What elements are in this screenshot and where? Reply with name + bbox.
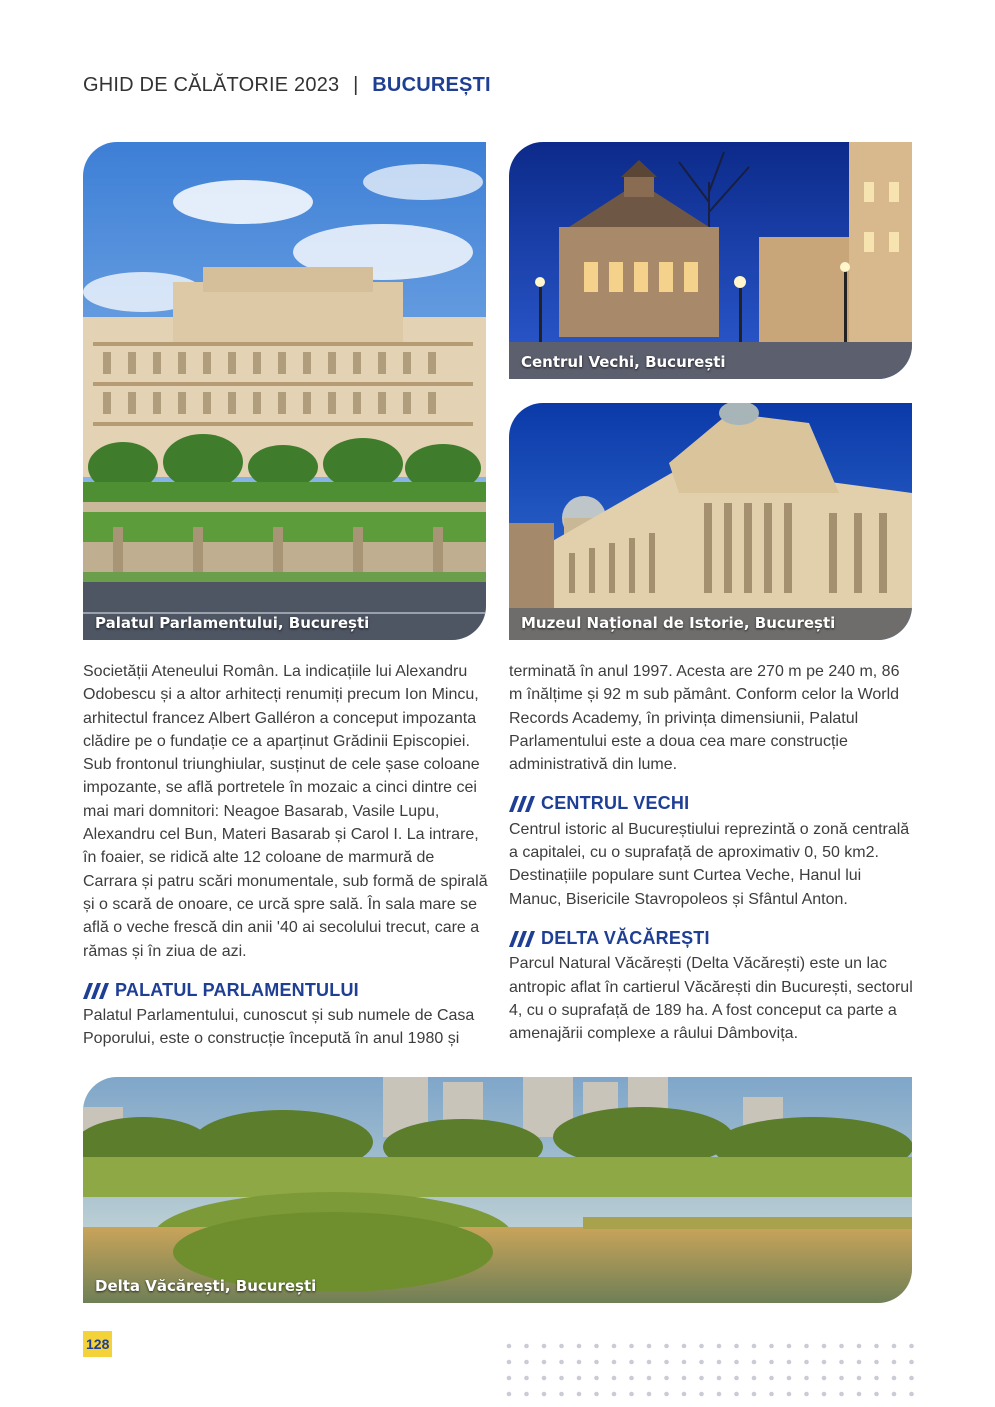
dot: [839, 1344, 844, 1349]
dot: [892, 1376, 897, 1381]
dot: [542, 1392, 547, 1397]
palace-caption: Palatul Parlamentului, București: [95, 614, 370, 632]
dot: [524, 1392, 529, 1397]
dot: [682, 1360, 687, 1365]
dot: [734, 1376, 739, 1381]
header-city: BUCUREȘTI: [372, 74, 491, 96]
dot: [822, 1344, 827, 1349]
delta-heading: [509, 927, 914, 950]
delta-illustration: [83, 1077, 912, 1303]
dot: [717, 1392, 722, 1397]
dot: [787, 1392, 792, 1397]
dot: [577, 1344, 582, 1349]
intro-paragraph: Societății Ateneului Român. La indicațiile lui Alexandru Odobescu și a altor arhitecți renumiți precum Ion Mincu, arhitectul francez Albert Galléron a conceput impozanta clădire pe o fundație ce a aparținut Grădinii Episcopiei. Sub frontonul triunghiular, susținut de cele șase coloane impozante, se află portretele în mozaic a cinci dintre cei mai mari domnitori: Neagoe Basarab, Vasile Lupu, Alexandru cel Bun, Materi Basarab și Carol I. La intrare, în foaier, se ridică alte 12 coloane de marmură de Carrara și patru scări monumentale, sub formă de spirală și o scară de onoare, ce urcă spre sală. În sala mare se află o veche frescă din anii '40 ai secolului trecut, care a rămas și în ziua de azi.: [83, 663, 488, 960]
dot: [734, 1360, 739, 1365]
dot: [647, 1344, 652, 1349]
dot: [612, 1376, 617, 1381]
oldtown-illustration: [509, 142, 912, 379]
dot: [804, 1344, 809, 1349]
palace-photo: [83, 142, 486, 640]
dot: [752, 1376, 757, 1381]
dot: [874, 1344, 879, 1349]
page-header: [83, 74, 491, 97]
dot: [822, 1392, 827, 1397]
dot: [524, 1376, 529, 1381]
dot: [647, 1376, 652, 1381]
dot: [629, 1360, 634, 1365]
dot: [787, 1360, 792, 1365]
dot: [717, 1360, 722, 1365]
dot: [542, 1376, 547, 1381]
dot: [857, 1392, 862, 1397]
delta-photo: [83, 1077, 912, 1303]
dot: [909, 1360, 914, 1365]
guide-title: GHID DE CĂLĂTORIE 2023: [83, 74, 340, 96]
dot: [839, 1376, 844, 1381]
dot: [629, 1344, 634, 1349]
page-number: 128: [83, 1331, 112, 1357]
dot: [507, 1344, 512, 1349]
dot: [839, 1360, 844, 1365]
dot: [507, 1360, 512, 1365]
delta-caption: Delta Văcărești, București: [95, 1277, 317, 1295]
oldtown-photo: [509, 142, 912, 379]
dot: [857, 1344, 862, 1349]
triple-slash-icon: [83, 983, 109, 999]
dot: [734, 1392, 739, 1397]
dot: [839, 1392, 844, 1397]
dot: [682, 1376, 687, 1381]
palace-heading-text: PALATUL PARLAMENTULUI: [115, 979, 359, 1000]
dot: [542, 1344, 547, 1349]
header-separator: |: [353, 74, 359, 96]
dot: [717, 1344, 722, 1349]
dot: [734, 1344, 739, 1349]
dot: [594, 1376, 599, 1381]
dot: [629, 1392, 634, 1397]
left-column: [83, 660, 488, 1051]
dot: [594, 1344, 599, 1349]
dot: [769, 1392, 774, 1397]
dot: [822, 1360, 827, 1365]
decorative-dot-grid: [505, 1342, 920, 1398]
dot: [577, 1360, 582, 1365]
oldtown-paragraph: Centrul istoric al Bucureștiului reprezintă o zonă centrală a capitalei, cu o suprafață de aproximativ 0, 50 km2. Destinațiile populare sunt Curtea Veche, Hanul lui Manuc, Bisericile Stavropoleos și Sfântul Anton.: [509, 820, 910, 908]
oldtown-heading-text: CENTRUL VECHI: [541, 793, 690, 814]
dot: [769, 1344, 774, 1349]
dot: [874, 1376, 879, 1381]
dot: [752, 1392, 757, 1397]
dot: [752, 1344, 757, 1349]
dot: [577, 1376, 582, 1381]
dot: [524, 1360, 529, 1365]
dot: [699, 1344, 704, 1349]
palace-paragraph: Palatul Parlamentului, cunoscut și sub numele de Casa Poporului, este o construcție începută în anul 1980 și: [83, 1007, 475, 1048]
dot: [647, 1392, 652, 1397]
dot: [804, 1360, 809, 1365]
dot: [804, 1376, 809, 1381]
dot: [594, 1392, 599, 1397]
dot: [542, 1360, 547, 1365]
dot: [612, 1392, 617, 1397]
dot: [892, 1360, 897, 1365]
oldtown-caption: Centrul Vechi, București: [521, 353, 726, 371]
dot: [909, 1376, 914, 1381]
museum-photo: [509, 403, 912, 640]
dot: [892, 1392, 897, 1397]
dot: [612, 1360, 617, 1365]
dot: [664, 1344, 669, 1349]
dot: [892, 1344, 897, 1349]
dot: [787, 1344, 792, 1349]
dot: [874, 1360, 879, 1365]
triple-slash-icon: [509, 931, 535, 947]
dot: [857, 1360, 862, 1365]
dot: [909, 1392, 914, 1397]
dot: [752, 1360, 757, 1365]
dot: [647, 1360, 652, 1365]
dot: [769, 1360, 774, 1365]
dot: [507, 1376, 512, 1381]
dot: [699, 1360, 704, 1365]
palace-paragraph-cont: terminată în anul 1997. Acesta are 270 m pe 240 m, 86 m înălțime și 92 m sub pământ. Conform celor la World Records Academy, în privința dimensiunii, Palatul Parlamentului este a doua cea mare construcție administrativă din lume.: [509, 663, 900, 774]
palace-illustration: [83, 142, 486, 640]
dot: [507, 1392, 512, 1397]
museum-illustration: [509, 403, 912, 640]
dot: [682, 1392, 687, 1397]
dot: [804, 1392, 809, 1397]
dot: [857, 1376, 862, 1381]
dot: [664, 1376, 669, 1381]
oldtown-heading: [509, 792, 914, 815]
palace-heading: [83, 979, 488, 1002]
delta-paragraph: Parcul Natural Văcărești (Delta Văcărești) este un lac antropic aflat în cartierul Văcărești din București, sectorul 4, cu o suprafață de 189 ha. A fost conceput ca parte a amenajării complexe a râului Dâmbovița.: [509, 955, 913, 1043]
dot: [612, 1344, 617, 1349]
dot: [787, 1376, 792, 1381]
delta-heading-text: DELTA VĂCĂREȘTI: [541, 927, 710, 948]
dot: [682, 1344, 687, 1349]
dot: [822, 1376, 827, 1381]
dot: [559, 1360, 564, 1365]
dot: [664, 1392, 669, 1397]
dot: [559, 1344, 564, 1349]
dot: [909, 1344, 914, 1349]
dot: [577, 1392, 582, 1397]
triple-slash-icon: [509, 796, 535, 812]
dot: [594, 1360, 599, 1365]
dot: [699, 1376, 704, 1381]
dot: [559, 1376, 564, 1381]
dot: [717, 1376, 722, 1381]
dot: [664, 1360, 669, 1365]
dot: [874, 1392, 879, 1397]
dot: [769, 1376, 774, 1381]
dot: [524, 1344, 529, 1349]
museum-caption: Muzeul Național de Istorie, București: [521, 614, 836, 632]
dot: [559, 1392, 564, 1397]
right-column: [509, 660, 914, 1045]
dot: [699, 1392, 704, 1397]
dot: [629, 1376, 634, 1381]
